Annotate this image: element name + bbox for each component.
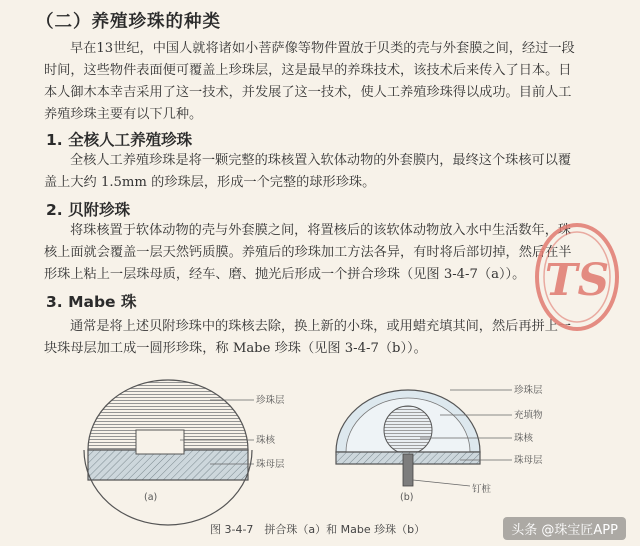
body-line: 将珠核置于软体动物的壳与外套膜之间，将置核后的该软体动物放入水中生活数年，珠 xyxy=(70,223,572,238)
intro-line: 时间，这些物件表面便可覆盖上珍珠层，这是最早的养珠技术，该技术后来传入了日本。日 xyxy=(44,63,572,78)
paragraph-full-core xyxy=(44,150,622,194)
heading-mabe: 3. Mabe 珠 xyxy=(46,293,137,311)
intro-paragraph xyxy=(44,38,622,126)
heading-blister: 2. 贝附珍珠 xyxy=(46,201,131,219)
source-watermark: 头条 @珠宝匠APP xyxy=(503,517,626,540)
intro-line: 早在13世纪，中国人就将诸如小菩萨像等物件置放于贝类的壳与外套膜之间，经过一段 xyxy=(70,41,575,56)
section-title: （二）养殖珍珠的种类 xyxy=(36,12,221,32)
seal-stamp xyxy=(532,220,622,334)
figure-a-diagram xyxy=(84,380,254,525)
figure-caption: 图 3-4-7 拼合珠（a）和 Mabe 珍珠（b） xyxy=(210,523,426,536)
body-line: 核上面就会覆盖一层天然钙质膜。养殖后的珍珠加工方法各异，有时将后部切掉，然后在半 xyxy=(44,245,572,260)
heading-full-core: 1. 全核人工养殖珍珠 xyxy=(46,131,193,149)
body-line: 形珠上粘上一层珠母质，经车、磨、抛光后形成一个拼合珍珠（见图 3-4-7（a））。 xyxy=(44,267,526,282)
fig-b-label-mother: 珠母层 xyxy=(514,455,543,466)
fig-b-label-filler: 充填物 xyxy=(514,410,543,421)
fig-b-label-nacre: 珍珠层 xyxy=(514,385,543,396)
fig-b-tag: (b) xyxy=(400,492,414,503)
body-line: 通常是将上述贝附珍珠中的珠核去除，换上新的小珠，或用蜡充填其间，然后再拼上一 xyxy=(70,319,572,334)
fig-b-label-peg: 钉桩 xyxy=(472,484,492,495)
body-line: 盖上大约 1.5mm 的珍珠层，形成一个完整的球形珍珠。 xyxy=(44,175,376,190)
fig-a-label-core: 珠核 xyxy=(256,435,276,446)
fig-a-tag: (a) xyxy=(144,492,158,503)
fig-b-label-core: 珠核 xyxy=(514,433,534,444)
body-line: 全核人工养殖珍珠是将一颗完整的珠核置入软体动物的外套膜内，最终这个珠核可以覆 xyxy=(70,153,572,168)
body-line: 块珠母层加工成一圆形珍珠，称 Mabe 珍珠（见图 3-4-7（b））。 xyxy=(44,341,427,356)
svg-text:TS: TS xyxy=(544,255,610,306)
intro-line: 本人御木本幸吉采用了这一技术，并发展了这一技术，使人工养殖珍珠得以成功。目前人工 xyxy=(44,85,572,100)
fig-a-label-mother: 珠母层 xyxy=(256,459,285,470)
intro-line: 养殖珍珠主要有以下几种。 xyxy=(44,107,203,122)
fig-a-label-nacre: 珍珠层 xyxy=(256,395,285,406)
figure-b-diagram xyxy=(336,390,512,486)
